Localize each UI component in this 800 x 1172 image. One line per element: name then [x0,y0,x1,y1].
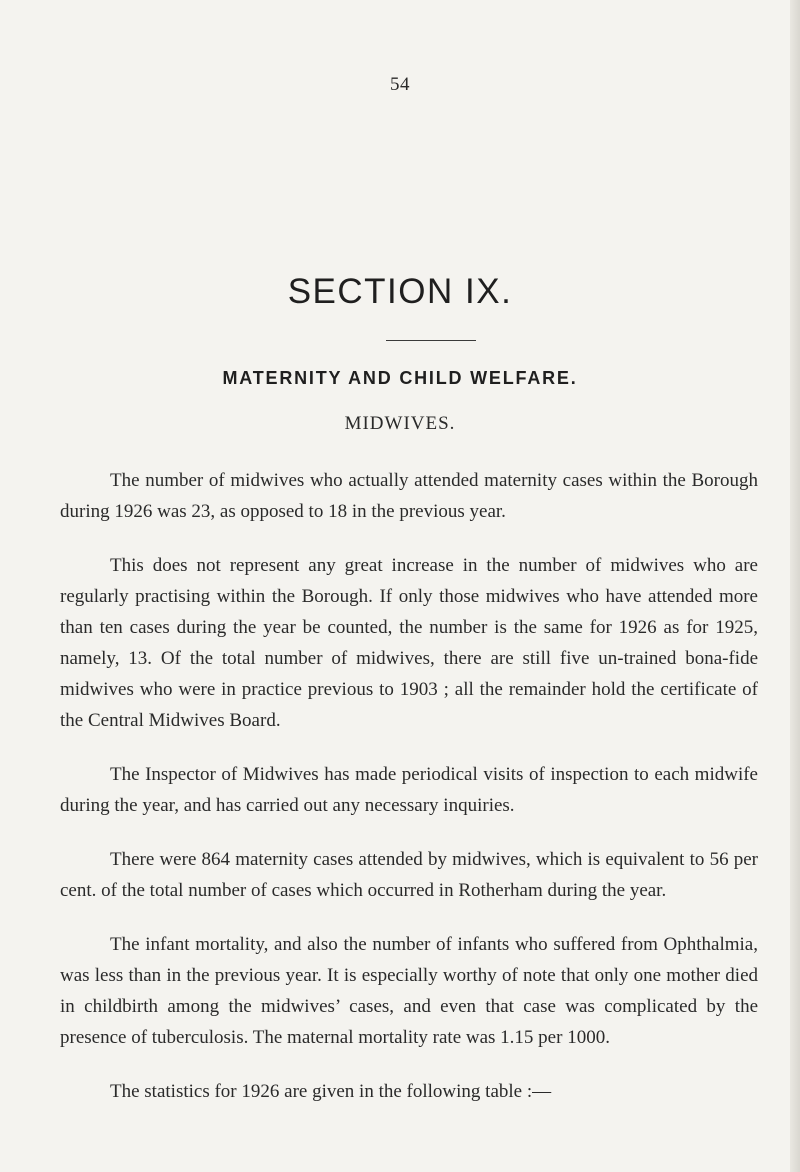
paragraph-4: There were 864 maternity cases attended by midwives, which is equivalent to 56 per cent. of the total number of cases which occurred in Rotherham during the year. [60,849,758,901]
paragraph-3: The Inspector of Midwives has made periodical visits of inspection to each midwife during the year, and has carried out any necessary inquiries. [60,764,758,816]
title-divider [386,340,476,341]
section-subtitle: MATERNITY AND CHILD WELFARE. [222,368,578,388]
midwives-heading: MIDWIVES. [344,413,456,434]
paragraph-6: The statistics for 1926 are given in the following table :— [110,1081,552,1102]
page-number: 54 [390,74,410,95]
body-text [60,465,758,1130]
section-title: SECTION IX. [287,272,513,311]
paragraph-2: This does not represent any great increase in the number of midwives who are regularly practising within the Borough. If only those midwives who have attended more than ten cases during the year be counted, the number is the same for 1926 as for 1925, namely, 13. Of the total number of midwives, there are still five un-trained bona-fide midwives who were in practice previous to 1903 ; all the remainder hold the certificate of the Central Midwives Board. [60,555,758,731]
paragraph-5: The infant mortality, and also the number of infants who suffered from Ophthalmia, was less than in the previous year. It is especially worthy of note that only one mother died in childbirth among the midwives’ cases, and even that case was complicated by the presence of tuberculosis. The maternal mortality rate was 1.15 per 1000. [60,934,758,1048]
paragraph-1: The number of midwives who actually attended maternity cases within the Borough during 1926 was 23, as opposed to 18 in the previous year. [60,470,758,522]
page-edge [790,0,800,1172]
